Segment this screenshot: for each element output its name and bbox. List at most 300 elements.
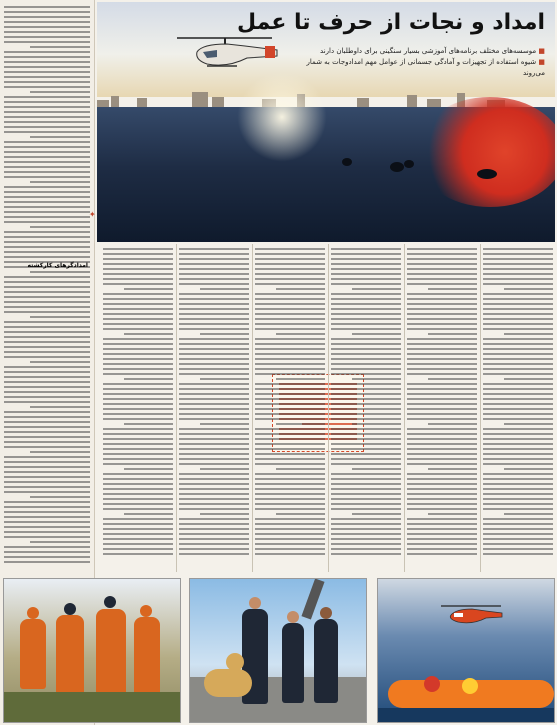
text-line bbox=[255, 383, 325, 385]
text-line bbox=[407, 453, 477, 455]
text-line bbox=[103, 283, 173, 285]
text-line bbox=[483, 418, 553, 420]
text-line bbox=[331, 283, 401, 285]
text-line bbox=[483, 338, 553, 340]
text-line bbox=[103, 453, 173, 455]
text-line bbox=[255, 413, 325, 415]
text-line bbox=[4, 491, 90, 493]
text-line bbox=[331, 258, 401, 260]
text-line bbox=[483, 548, 553, 550]
text-line bbox=[483, 298, 553, 300]
text-line bbox=[331, 348, 401, 350]
text-line bbox=[179, 473, 249, 475]
text-line bbox=[4, 151, 90, 153]
text-line bbox=[428, 513, 477, 515]
text-line bbox=[331, 498, 401, 500]
text-line bbox=[483, 328, 553, 330]
text-line bbox=[331, 488, 401, 490]
text-line bbox=[407, 518, 477, 520]
text-line bbox=[255, 498, 325, 500]
text-line bbox=[179, 398, 249, 400]
text-line bbox=[179, 443, 249, 445]
text-line bbox=[4, 311, 90, 313]
text-line bbox=[255, 323, 325, 325]
text-line bbox=[407, 393, 477, 395]
text-line bbox=[103, 543, 173, 545]
sidebar-text-block bbox=[4, 6, 90, 576]
text-line bbox=[483, 403, 553, 405]
text-line bbox=[255, 493, 325, 495]
text-line bbox=[483, 523, 553, 525]
text-line bbox=[4, 376, 90, 378]
text-line bbox=[407, 398, 477, 400]
text-line bbox=[331, 303, 401, 305]
text-line bbox=[407, 253, 477, 255]
text-line bbox=[407, 283, 477, 285]
text-line bbox=[352, 423, 401, 425]
text-line bbox=[331, 458, 401, 460]
text-line bbox=[103, 303, 173, 305]
text-line bbox=[103, 323, 173, 325]
text-line bbox=[4, 191, 90, 193]
text-line bbox=[4, 161, 90, 163]
text-line bbox=[179, 323, 249, 325]
text-line bbox=[407, 313, 477, 315]
text-line bbox=[483, 498, 553, 500]
text-line bbox=[407, 498, 477, 500]
text-line bbox=[255, 338, 325, 340]
text-line bbox=[331, 278, 401, 280]
column-rule bbox=[176, 244, 177, 572]
text-line bbox=[4, 331, 90, 333]
text-line bbox=[103, 503, 173, 505]
text-line bbox=[103, 458, 173, 460]
text-line bbox=[4, 231, 90, 233]
text-line bbox=[4, 526, 90, 528]
text-line bbox=[179, 293, 249, 295]
photo-sea-rescue-helicopter bbox=[377, 578, 555, 723]
text-line bbox=[331, 528, 401, 530]
text-line bbox=[255, 428, 325, 430]
text-line bbox=[331, 408, 401, 410]
text-line bbox=[483, 248, 553, 250]
text-line bbox=[4, 396, 90, 398]
text-line bbox=[179, 328, 249, 330]
text-line bbox=[4, 221, 90, 223]
text-line bbox=[407, 278, 477, 280]
text-line bbox=[483, 488, 553, 490]
text-line bbox=[504, 288, 553, 290]
text-line bbox=[483, 553, 553, 555]
text-line bbox=[407, 458, 477, 460]
text-line bbox=[103, 368, 173, 370]
text-line bbox=[4, 16, 90, 18]
text-line bbox=[407, 338, 477, 340]
text-line bbox=[407, 553, 477, 555]
text-line bbox=[4, 481, 90, 483]
text-line bbox=[407, 533, 477, 535]
text-column bbox=[331, 248, 401, 568]
text-line bbox=[103, 553, 173, 555]
text-line bbox=[483, 293, 553, 295]
text-line bbox=[407, 548, 477, 550]
text-line bbox=[428, 378, 477, 380]
text-line bbox=[179, 338, 249, 340]
text-line bbox=[179, 298, 249, 300]
text-line bbox=[4, 421, 90, 423]
text-line bbox=[179, 368, 249, 370]
text-line bbox=[30, 361, 90, 363]
text-line bbox=[483, 318, 553, 320]
text-line bbox=[179, 408, 249, 410]
text-line bbox=[4, 76, 90, 78]
text-line bbox=[331, 268, 401, 270]
text-line bbox=[407, 268, 477, 270]
text-line bbox=[179, 278, 249, 280]
text-line bbox=[331, 368, 401, 370]
text-line bbox=[103, 478, 173, 480]
text-line bbox=[103, 403, 173, 405]
text-line bbox=[103, 508, 173, 510]
text-line bbox=[4, 446, 90, 448]
text-line bbox=[255, 318, 325, 320]
text-line bbox=[407, 418, 477, 420]
text-line bbox=[4, 206, 90, 208]
text-line bbox=[483, 533, 553, 535]
text-line bbox=[255, 463, 325, 465]
text-line bbox=[179, 493, 249, 495]
text-line bbox=[103, 448, 173, 450]
text-line bbox=[483, 348, 553, 350]
text-line bbox=[4, 501, 90, 503]
text-line bbox=[103, 353, 173, 355]
text-line bbox=[30, 271, 90, 273]
text-line bbox=[331, 428, 401, 430]
text-line bbox=[4, 31, 90, 33]
text-line bbox=[331, 328, 401, 330]
column-rule bbox=[480, 244, 481, 572]
text-line bbox=[352, 468, 401, 470]
text-line bbox=[4, 6, 90, 8]
text-line bbox=[255, 483, 325, 485]
text-line bbox=[483, 463, 553, 465]
text-line bbox=[179, 463, 249, 465]
text-line bbox=[407, 448, 477, 450]
text-line bbox=[4, 276, 90, 278]
text-line bbox=[179, 548, 249, 550]
text-line bbox=[103, 318, 173, 320]
text-line bbox=[483, 448, 553, 450]
text-line bbox=[179, 518, 249, 520]
text-line bbox=[331, 553, 401, 555]
text-line bbox=[4, 241, 90, 243]
text-line bbox=[124, 468, 173, 470]
text-line bbox=[255, 533, 325, 535]
text-line bbox=[331, 388, 401, 390]
text-line bbox=[4, 216, 90, 218]
sun-glare bbox=[237, 72, 327, 162]
text-line bbox=[276, 468, 325, 470]
text-line bbox=[483, 308, 553, 310]
text-line bbox=[331, 383, 401, 385]
text-line bbox=[331, 313, 401, 315]
text-line bbox=[103, 538, 173, 540]
text-line bbox=[483, 528, 553, 530]
text-line bbox=[4, 516, 90, 518]
text-line bbox=[331, 523, 401, 525]
text-line bbox=[4, 441, 90, 443]
text-line bbox=[428, 423, 477, 425]
text-line bbox=[200, 288, 249, 290]
text-line bbox=[331, 358, 401, 360]
text-line bbox=[4, 246, 90, 248]
subtitle-line: ■ موسسه‌های مختلف برنامه‌های آموزشی بسیار سنگینی برای داوطلبان دارند bbox=[295, 46, 545, 57]
text-line bbox=[407, 343, 477, 345]
text-line bbox=[4, 456, 90, 458]
text-line bbox=[504, 423, 553, 425]
text-line bbox=[407, 428, 477, 430]
text-line bbox=[200, 333, 249, 335]
text-line bbox=[200, 468, 249, 470]
text-line bbox=[483, 373, 553, 375]
column-ornament: ✦ bbox=[89, 210, 96, 219]
text-line bbox=[407, 538, 477, 540]
swimmers bbox=[337, 142, 507, 192]
text-line bbox=[483, 253, 553, 255]
text-line bbox=[179, 263, 249, 265]
text-line bbox=[103, 293, 173, 295]
text-line bbox=[407, 503, 477, 505]
text-line bbox=[255, 538, 325, 540]
text-line bbox=[103, 433, 173, 435]
text-line bbox=[103, 253, 173, 255]
text-line bbox=[331, 443, 401, 445]
text-line bbox=[103, 363, 173, 365]
text-line bbox=[483, 433, 553, 435]
text-line bbox=[331, 493, 401, 495]
text-line bbox=[4, 56, 90, 58]
text-line bbox=[483, 503, 553, 505]
text-line bbox=[200, 423, 249, 425]
text-line bbox=[255, 408, 325, 410]
text-line bbox=[331, 543, 401, 545]
text-line bbox=[407, 508, 477, 510]
text-line bbox=[407, 368, 477, 370]
text-line bbox=[30, 451, 90, 453]
text-line bbox=[483, 283, 553, 285]
text-line bbox=[103, 493, 173, 495]
text-line bbox=[179, 248, 249, 250]
text-line bbox=[103, 278, 173, 280]
text-line bbox=[407, 318, 477, 320]
text-line bbox=[255, 268, 325, 270]
text-line bbox=[331, 538, 401, 540]
text-line bbox=[483, 343, 553, 345]
text-line bbox=[4, 356, 90, 358]
text-line bbox=[483, 278, 553, 280]
subtitle-line: ■ شیوه استفاده از تجهیزات و آمادگی جسمانی از عوامل مهم امدادوجات به شمار می‌روند bbox=[295, 57, 545, 79]
text-line bbox=[179, 488, 249, 490]
text-line bbox=[4, 461, 90, 463]
text-line bbox=[483, 268, 553, 270]
text-line bbox=[331, 298, 401, 300]
text-line bbox=[4, 166, 90, 168]
text-line bbox=[407, 273, 477, 275]
text-line bbox=[483, 428, 553, 430]
text-line bbox=[103, 343, 173, 345]
text-line bbox=[179, 418, 249, 420]
text-line bbox=[407, 248, 477, 250]
text-line bbox=[4, 66, 90, 68]
text-line bbox=[483, 538, 553, 540]
text-line bbox=[255, 528, 325, 530]
text-line bbox=[407, 263, 477, 265]
text-line bbox=[331, 273, 401, 275]
text-line bbox=[407, 528, 477, 530]
sidebar-heading: امدادگرهای کارکشته bbox=[27, 262, 88, 269]
text-line bbox=[255, 388, 325, 390]
article-subtitle bbox=[295, 46, 545, 79]
text-line bbox=[255, 403, 325, 405]
text-line bbox=[331, 473, 401, 475]
text-line bbox=[255, 358, 325, 360]
text-line bbox=[179, 448, 249, 450]
text-line bbox=[407, 488, 477, 490]
text-line bbox=[276, 333, 325, 335]
text-line bbox=[255, 448, 325, 450]
text-line bbox=[276, 288, 325, 290]
text-line bbox=[483, 393, 553, 395]
text-line bbox=[504, 468, 553, 470]
text-line bbox=[179, 318, 249, 320]
text-line bbox=[4, 111, 90, 113]
text-line bbox=[331, 393, 401, 395]
text-line bbox=[30, 406, 90, 408]
text-line bbox=[255, 543, 325, 545]
text-line bbox=[4, 466, 90, 468]
text-line bbox=[4, 256, 90, 258]
text-line bbox=[179, 433, 249, 435]
text-line bbox=[255, 303, 325, 305]
text-line bbox=[103, 438, 173, 440]
text-line bbox=[255, 373, 325, 375]
text-line bbox=[4, 436, 90, 438]
text-line bbox=[407, 493, 477, 495]
text-line bbox=[4, 546, 90, 548]
text-line bbox=[103, 308, 173, 310]
text-line bbox=[103, 483, 173, 485]
text-line bbox=[103, 548, 173, 550]
photo-rescue-dog-team bbox=[189, 578, 367, 723]
text-line bbox=[4, 201, 90, 203]
column-rule bbox=[328, 244, 329, 572]
text-line bbox=[4, 431, 90, 433]
text-line bbox=[255, 508, 325, 510]
text-line bbox=[179, 358, 249, 360]
text-line bbox=[4, 106, 90, 108]
text-line bbox=[4, 86, 90, 88]
text-line bbox=[4, 116, 90, 118]
text-column bbox=[103, 248, 173, 568]
text-line bbox=[483, 368, 553, 370]
text-line bbox=[4, 506, 90, 508]
text-line bbox=[331, 318, 401, 320]
column-rule bbox=[404, 244, 405, 572]
text-line bbox=[331, 363, 401, 365]
text-line bbox=[483, 303, 553, 305]
text-line bbox=[4, 401, 90, 403]
text-line bbox=[103, 523, 173, 525]
text-line bbox=[4, 326, 90, 328]
text-line bbox=[255, 298, 325, 300]
text-line bbox=[30, 91, 90, 93]
text-line bbox=[331, 253, 401, 255]
text-line bbox=[255, 253, 325, 255]
text-line bbox=[407, 388, 477, 390]
text-line bbox=[4, 551, 90, 553]
text-line bbox=[4, 176, 90, 178]
text-line bbox=[179, 283, 249, 285]
text-line bbox=[483, 388, 553, 390]
text-line bbox=[179, 393, 249, 395]
text-line bbox=[255, 348, 325, 350]
text-line bbox=[200, 513, 249, 515]
text-line bbox=[30, 496, 90, 498]
text-line bbox=[179, 523, 249, 525]
text-line bbox=[4, 236, 90, 238]
text-line bbox=[4, 71, 90, 73]
text-line bbox=[4, 561, 90, 563]
text-line bbox=[255, 453, 325, 455]
text-line bbox=[483, 383, 553, 385]
text-line bbox=[483, 398, 553, 400]
text-line bbox=[331, 398, 401, 400]
text-line bbox=[4, 21, 90, 23]
text-line bbox=[4, 281, 90, 283]
text-line bbox=[4, 121, 90, 123]
text-line bbox=[255, 393, 325, 395]
text-line bbox=[179, 478, 249, 480]
photo-rescuers-field bbox=[3, 578, 181, 723]
text-line bbox=[179, 313, 249, 315]
text-line bbox=[103, 463, 173, 465]
text-line bbox=[4, 476, 90, 478]
text-line bbox=[4, 556, 90, 558]
text-line bbox=[179, 348, 249, 350]
text-line bbox=[30, 226, 90, 228]
text-line bbox=[4, 36, 90, 38]
text-line bbox=[255, 313, 325, 315]
text-line bbox=[331, 433, 401, 435]
text-line bbox=[4, 211, 90, 213]
text-line bbox=[504, 513, 553, 515]
text-line bbox=[255, 258, 325, 260]
text-line bbox=[407, 308, 477, 310]
text-line bbox=[103, 298, 173, 300]
text-line bbox=[103, 488, 173, 490]
text-line bbox=[483, 258, 553, 260]
text-line bbox=[179, 528, 249, 530]
text-line bbox=[483, 408, 553, 410]
text-line bbox=[483, 483, 553, 485]
text-line bbox=[179, 253, 249, 255]
text-line bbox=[179, 413, 249, 415]
text-line bbox=[179, 428, 249, 430]
text-line bbox=[331, 533, 401, 535]
text-line bbox=[4, 336, 90, 338]
text-line bbox=[124, 333, 173, 335]
text-column bbox=[255, 248, 325, 568]
